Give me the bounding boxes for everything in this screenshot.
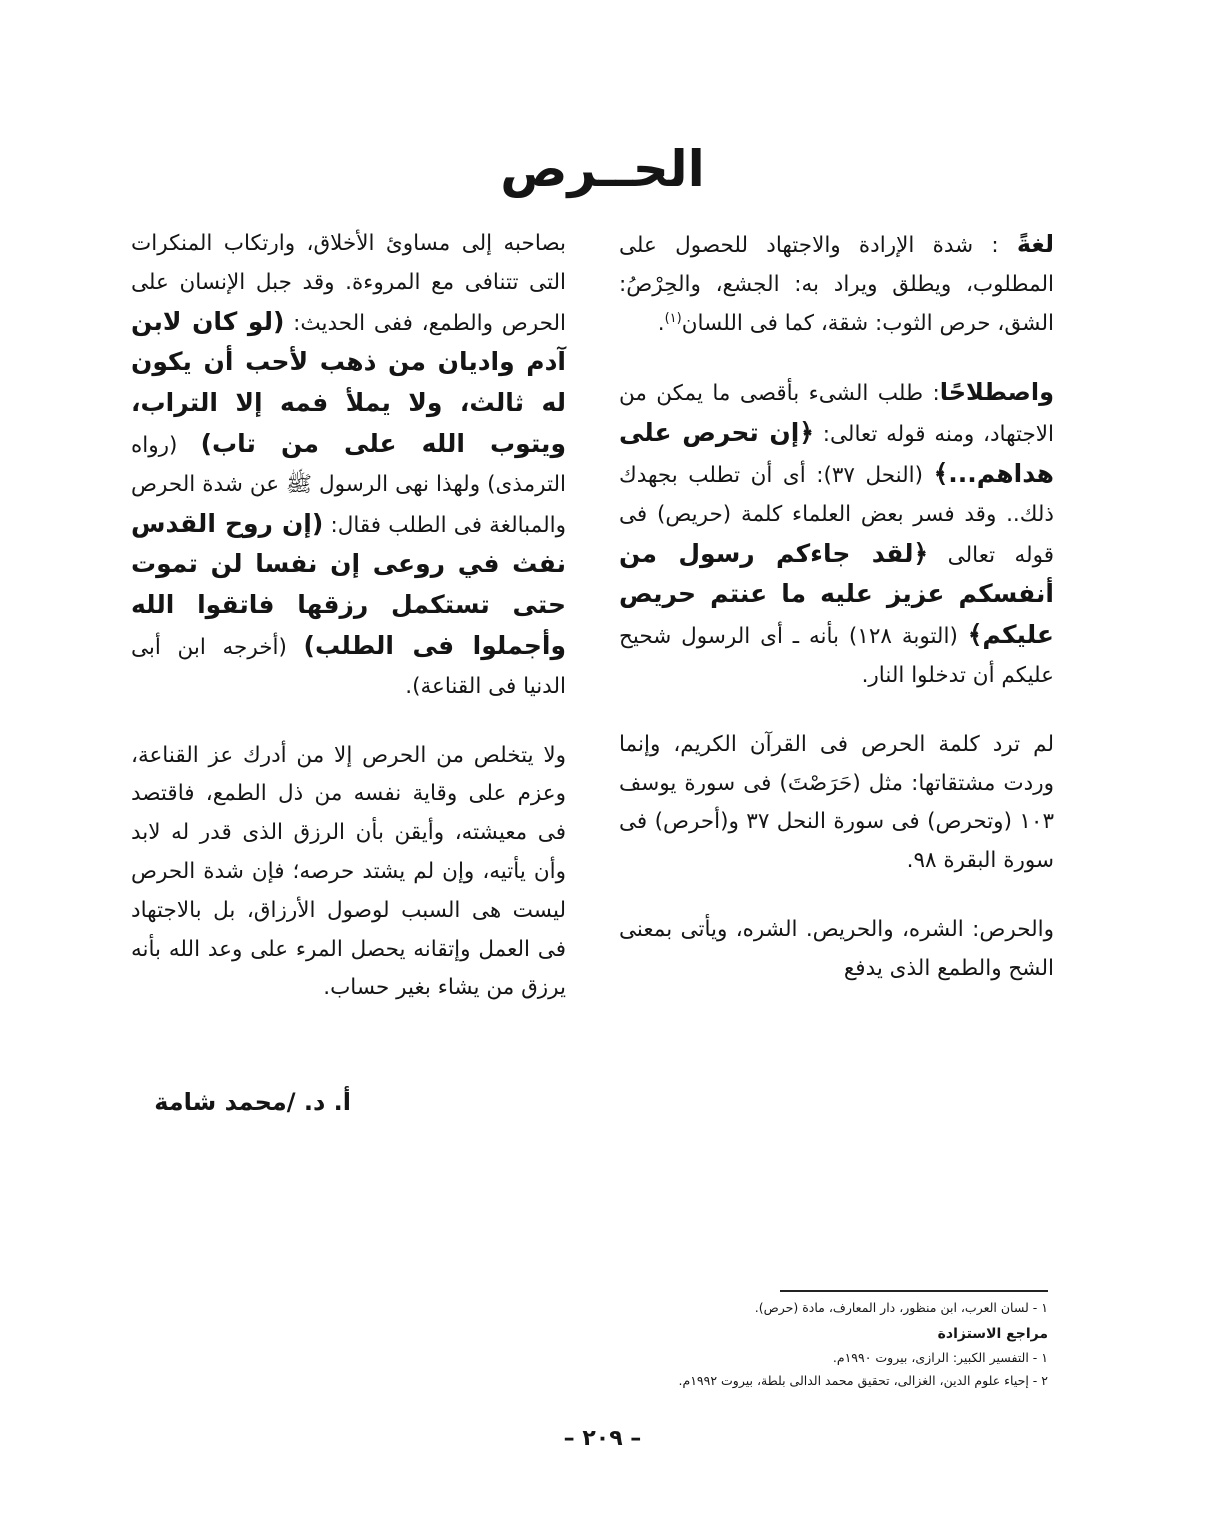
paragraph-meaning: والحرص: الشره، والحريص. الشره، ويأتى بمعنى الشح والطمع الذى يدفع [619,916,1054,981]
paragraph-hadith [131,225,566,707]
further-reading-heading: مراجع الاستزادة [937,1326,1048,1342]
hadith-quote: (لو كان لابن آدم واديان من ذهب لأحب أن يكون له ثالث، ولا يملأ فمه إلا التراب، ويتوب الله على من تاب) [131,306,566,458]
paragraph-text: (أخرجه ابن أبى الدنيا فى القناعة). [131,634,566,699]
quran-quote: ﴿إن تحرص على هداهم...﴾ [619,418,1054,488]
keyword-term: واصطلاحًا [939,378,1054,407]
paragraph-text: : طلب الشىء بأقصى ما يمكن من الاجتهاد، ومنه قوله تعالى: [619,381,1054,448]
keyword-language: لغةً [1016,230,1054,258]
paragraph-text: . [657,310,665,336]
article-title: الحــرص [500,140,705,198]
footnotes [560,1296,1048,1392]
right-column [619,225,1054,1019]
quran-quote: ﴿لقد جاءكم رسول من أنفسكم عزيز عليه ما عنتم حريص عليكم﴾ [619,538,1054,650]
hadith-quote: (إن روح القدس نفث في روعى إن نفسا لن تموت حتى تستكمل رزقها فاتقوا الله وأجملوا فى الطلب) [131,508,566,660]
page-number: – ٢٠٩ – [563,1426,642,1451]
paragraph-text: بصاحبه إلى مساوئ الأخلاق، وارتكاب المنكرات التى تتنافى مع المروءة. وقد جبل الإنسان على الحرص والطمع، ففى الحديث: [131,231,566,336]
paragraph-quran-occurrences: لم ترد كلمة الحرص فى القرآن الكريم، وإنما وردت مشتقاتها: مثل (حَرَصْتَ) فى سورة يوسف ١٠٣ (وتحرص) فى سورة النحل ٣٧ و(أحرص) فى سورة البقرة ٩٨. [619,731,1054,874]
paragraph-contentment: ولا يتخلص من الحرص إلا من أدرك عز القناعة، وعزم على وقاية نفسه من ذل الطمع، فاقتصد فى معيشته، وأيقن بأن الرزق الذى قدر له لابد وأن يأتيه، وإن لم يشتد حرصه؛ فإن شدة الحرص ليست هى السبب لوصول الأرزاق، بل بالاجتهاد فى العمل وإتقانه يحصل المرء على وعد الله بأنه يرزق من يشاء بغير حساب. [131,742,566,1001]
paragraph-text: (التوبة ١٢٨) بأنه ـ أى الرسول شحيح عليكم أن تدخلوا النار. [619,624,1054,688]
paragraph-text: (رواه الترمذى) ولهذا نهى الرسول ﷺ عن شدة الحرص والمبالغة فى الطلب فقال: [131,432,566,538]
further-reading-2: ٢ - إحياء علوم الدين، الغزالى، تحقيق محمد الدالى بلطة، بيروت ١٩٩٢م. [678,1373,1048,1388]
footnote-reference[interactable]: (١) [664,310,682,326]
author-name: أ. د. /محمد شامة [154,1088,351,1116]
paragraph-definition-language [619,225,1054,343]
left-column [131,225,566,1038]
further-reading-1: ١ - التفسير الكبير: الرازى، بيروت ١٩٩٠م. [832,1350,1048,1365]
footnote-1: ١ - لسان العرب، ابن منظور، دار المعارف، مادة (حرص). [754,1300,1048,1315]
footnote-divider [780,1290,1048,1292]
paragraph-text: (النحل ٣٧): أى أن تطلب بجهدك ذلك.. وقد فسر بعض العلماء كلمة (حريص) فى قوله تعالى [619,462,1054,568]
paragraph-text: : شدة الإرادة والاجتهاد للحصول على المطلوب، ويطلق ويراد به: الجشع، والحِرْصُ: الشق، حرص الثوب: شقة، كما فى اللسان [619,233,1054,336]
paragraph-definition-term [619,373,1054,695]
